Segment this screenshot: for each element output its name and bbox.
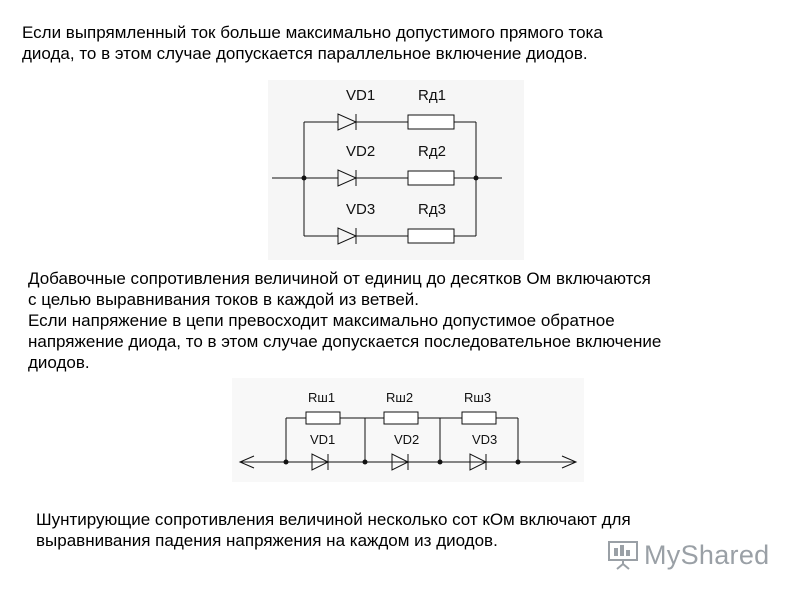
resistor-symbol-3 (408, 229, 454, 243)
resistor-label-1: Rд1 (418, 87, 446, 104)
branch-1 (304, 87, 476, 130)
diode-symbol-2 (338, 170, 356, 186)
shunt-resistor-symbol-1 (306, 412, 340, 424)
shunt-resistor-symbol-2 (384, 412, 418, 424)
shunt-resistor-label-3: Rш3 (464, 390, 492, 405)
myshared-watermark (606, 535, 776, 575)
diode-label-2: VD2 (346, 143, 376, 160)
series-diode-label-3: VD3 (472, 432, 498, 447)
diode-symbol-1 (338, 114, 356, 130)
shunt-resistor-label-2: Rш2 (386, 390, 414, 405)
resistor-label-3: Rд3 (418, 201, 446, 218)
resistor-symbol-2 (408, 171, 454, 185)
series-diode-label-1: VD1 (310, 432, 336, 447)
branch-2 (304, 143, 476, 186)
series-diode-label-2: VD2 (394, 432, 420, 447)
diode-symbol-3 (338, 228, 356, 244)
diode-label-3: VD3 (346, 201, 376, 218)
shunt-resistor-symbol-3 (462, 412, 496, 424)
diode-label-1: VD1 (346, 87, 376, 104)
series-diode-circuit (232, 378, 584, 482)
shunt-resistor-label-1: Rш1 (308, 390, 336, 405)
resistor-label-2: Rд2 (418, 143, 446, 160)
paragraph-shunt-resistors: Шунтирующие сопротивления величиной несколько сот кОм включают для выравнивания падения напряжения на каждом из диодов. (36, 510, 631, 550)
branch-3 (304, 201, 476, 244)
projector-screen-icon (606, 538, 640, 572)
paragraph-series-intro: Добавочные сопротивления величиной от единиц до десятков Ом включаются с целью выравнивания токов в каждой из ветвей. Если напряжение в цепи превосходит максимально допустимое обратное напряжение диода, то в этом случае допускается последовательное включение диодов. (28, 269, 662, 372)
resistor-symbol-1 (408, 115, 454, 129)
paragraph-parallel-intro: Если выпрямленный ток больше максимально допустимого прямого тока диода, то в этом случае допускается параллельное включение диодов. (22, 23, 603, 63)
watermark-text: MyShared (644, 539, 770, 570)
parallel-diode-circuit (268, 80, 524, 260)
